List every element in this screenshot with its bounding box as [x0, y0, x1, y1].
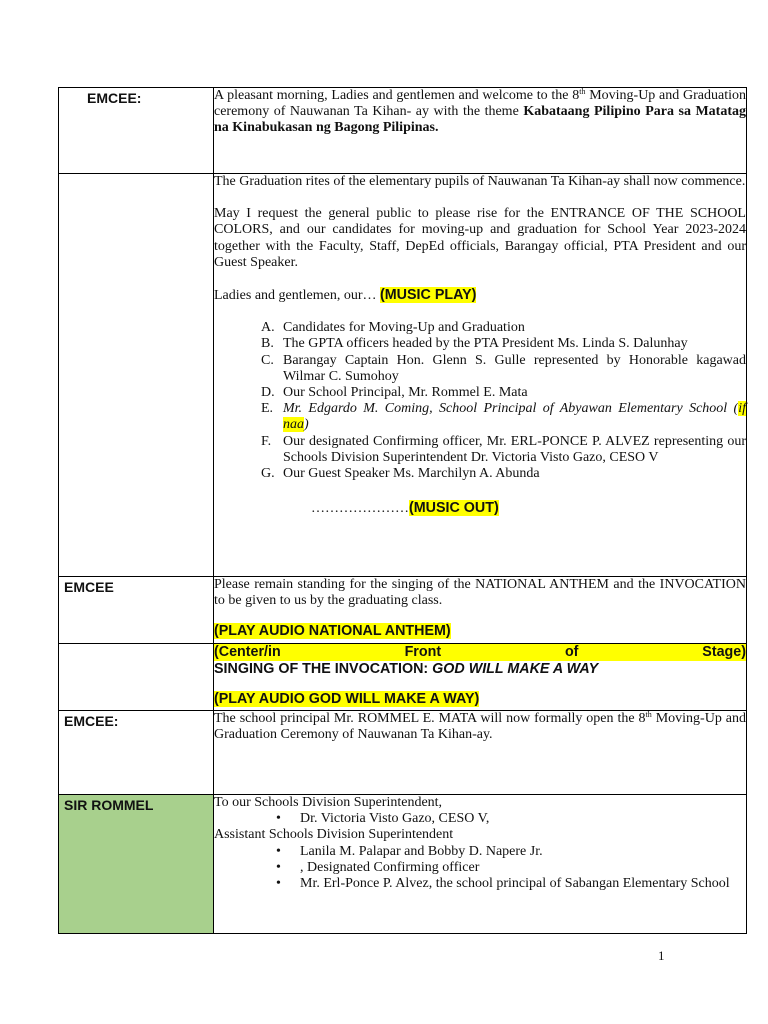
anthem-cue-line	[214, 623, 746, 640]
music-out-cue: (MUSIC OUT)	[409, 500, 499, 517]
salutation-line: To our Schools Division Superintendent,	[214, 795, 443, 810]
page-number: 1	[658, 948, 665, 963]
opening-text-cont: Moving-Up and Graduation Ceremony of Nauwanan Ta Kihan-ay.	[214, 711, 746, 743]
list-item	[276, 860, 746, 876]
content-cell	[214, 795, 747, 934]
speaker-label	[59, 644, 213, 646]
list-item	[261, 434, 746, 466]
bullet-icon: •	[276, 859, 281, 875]
list-item-text: Candidates for Moving-Up and Graduation	[283, 320, 525, 336]
entrance-list	[214, 320, 746, 482]
content-cell	[214, 644, 747, 711]
script-row-anthem	[59, 577, 747, 644]
list-item-text: Our Guest Speaker Ms. Marchilyn A. Abunda	[283, 466, 540, 482]
speaker-cell	[59, 577, 214, 644]
content-cell	[214, 88, 747, 174]
script-row-opening	[59, 711, 747, 795]
list-item	[261, 353, 746, 385]
stage-cue-word: Stage)	[702, 644, 746, 660]
anthem-cue: (PLAY AUDIO NATIONAL ANTHEM)	[214, 623, 451, 640]
list-item	[261, 401, 746, 433]
speaker-cell	[59, 795, 214, 934]
bullet-icon: •	[276, 811, 281, 827]
speaker-cell	[59, 88, 214, 174]
list-marker: F.	[261, 433, 272, 449]
invocation-line	[214, 661, 746, 678]
list-item-text: The GPTA officers headed by the PTA President Ms. Linda S. Dalunhay	[283, 336, 688, 352]
speaker-label: EMCEE:	[87, 90, 142, 106]
speaker-label: SIR ROMMEL	[64, 797, 154, 813]
list-item	[261, 336, 746, 352]
salutation-list	[214, 811, 746, 827]
invocation-song: GOD WILL MAKE A WAY	[432, 660, 599, 677]
list-item-text	[283, 401, 746, 433]
list-item-text: , Designated Confirming officer	[300, 859, 480, 875]
list-item-text: Lanila M. Palapar and Bobby D. Napere Jr.	[300, 843, 543, 859]
stage-cue-word: Front	[404, 644, 442, 660]
bullet-icon: •	[276, 876, 281, 892]
bullet-icon: •	[276, 843, 281, 859]
ordinal-suffix: th	[645, 710, 652, 719]
music-play-cue: (MUSIC PLAY)	[380, 287, 477, 304]
list-marker: B.	[261, 336, 274, 352]
opening-paragraph	[214, 711, 746, 743]
music-play-line	[214, 287, 746, 304]
list-marker: G.	[261, 466, 275, 482]
speaker-cell	[59, 644, 214, 711]
stage-cue-word: (Center/in	[214, 644, 281, 660]
speaker-label	[59, 174, 213, 176]
list-item	[261, 320, 746, 336]
list-marker: C.	[261, 352, 274, 368]
speaker-cell	[59, 711, 214, 795]
list-marker: A.	[261, 320, 275, 336]
list-item	[276, 876, 746, 892]
dots-text: …………………	[311, 501, 409, 517]
salutation-line: Assistant Schools Division Superintendent	[214, 827, 454, 843]
list-marker: E.	[261, 401, 274, 417]
list-item-text-part: Mr. Edgardo M. Coming, School Principal of Abyawan Elementary School (	[283, 401, 739, 417]
content-cell	[214, 577, 747, 644]
welcome-text-cont: Moving-Up and Graduation ceremony of Nauwanan Ta Kihan- ay with the theme	[214, 88, 746, 120]
stage-cue-word: of	[564, 644, 579, 660]
content-cell	[214, 174, 747, 577]
welcome-text: A pleasant morning, Ladies and gentlemen and welcome to the 8	[214, 88, 580, 103]
commence-paragraph: The Graduation rites of the elementary pupils of Nauwanan Ta Kihan-ay shall now commence.	[214, 174, 746, 189]
list-item	[261, 466, 746, 482]
list-item-text: Our School Principal, Mr. Rommel E. Mata	[283, 385, 528, 401]
script-row-invocation	[59, 644, 747, 711]
invocation-cue-line	[214, 691, 746, 709]
highlighted-note: if naa	[283, 401, 746, 433]
list-item-text: Mr. Erl-Ponce P. Alvez, the school principal of Sabangan Elementary School	[300, 876, 730, 892]
list-item-text-part: )	[304, 417, 309, 433]
anthem-paragraph: Please remain standing for the singing of the NATIONAL ANTHEM and the INVOCATION to be given to us by the graduating class.	[214, 577, 746, 609]
list-item	[276, 811, 746, 827]
script-row-welcome	[59, 88, 747, 174]
opening-text: The school principal Mr. ROMMEL E. MATA will now formally open the 8	[214, 711, 646, 726]
list-marker: D.	[261, 385, 275, 401]
list-item-text: Our designated Confirming officer, Mr. ERL-PONCE P. ALVEZ representing our Schools Division Superintendent Dr. Victoria Visto Gazo, CESO V	[283, 433, 746, 465]
script-row-sir-rommel	[59, 795, 747, 934]
script-row-entrance	[59, 174, 747, 577]
list-item-text: Barangay Captain Hon. Glenn S. Gulle represented by Honorable kagawad Wilmar C. Sumohoy	[283, 352, 746, 384]
speaker-cell	[59, 174, 214, 577]
invocation-label: SINGING OF THE INVOCATION:	[214, 660, 433, 677]
stage-cue-line	[214, 644, 746, 661]
ordinal-suffix: th	[579, 87, 586, 96]
list-item	[276, 844, 746, 860]
invocation-cue: (PLAY AUDIO GOD WILL MAKE A WAY)	[214, 691, 480, 707]
salutation-list	[214, 844, 746, 893]
music-out-line	[214, 500, 746, 517]
intro-text: Ladies and gentlemen, our…	[214, 288, 381, 304]
content-cell	[214, 711, 747, 795]
speaker-label: EMCEE	[64, 579, 114, 595]
theme-text: Kabataang Pilipino Para sa Matatag na Kinabukasan ng Bagong Pilipinas.	[214, 104, 747, 136]
request-paragraph: May I request the general public to please rise for the ENTRANCE OF THE SCHOOL COLORS, and our candidates for moving-up and graduation for School Year 2023-2024 together with the Faculty, Staff, DepEd officials, Barangay official, PTA President and our Guest Speaker.	[214, 206, 746, 270]
program-script-table	[58, 87, 747, 934]
speaker-label: EMCEE:	[64, 713, 119, 729]
list-item-text: Dr. Victoria Visto Gazo, CESO V,	[300, 811, 490, 827]
welcome-paragraph	[214, 88, 746, 137]
list-item	[261, 385, 746, 401]
